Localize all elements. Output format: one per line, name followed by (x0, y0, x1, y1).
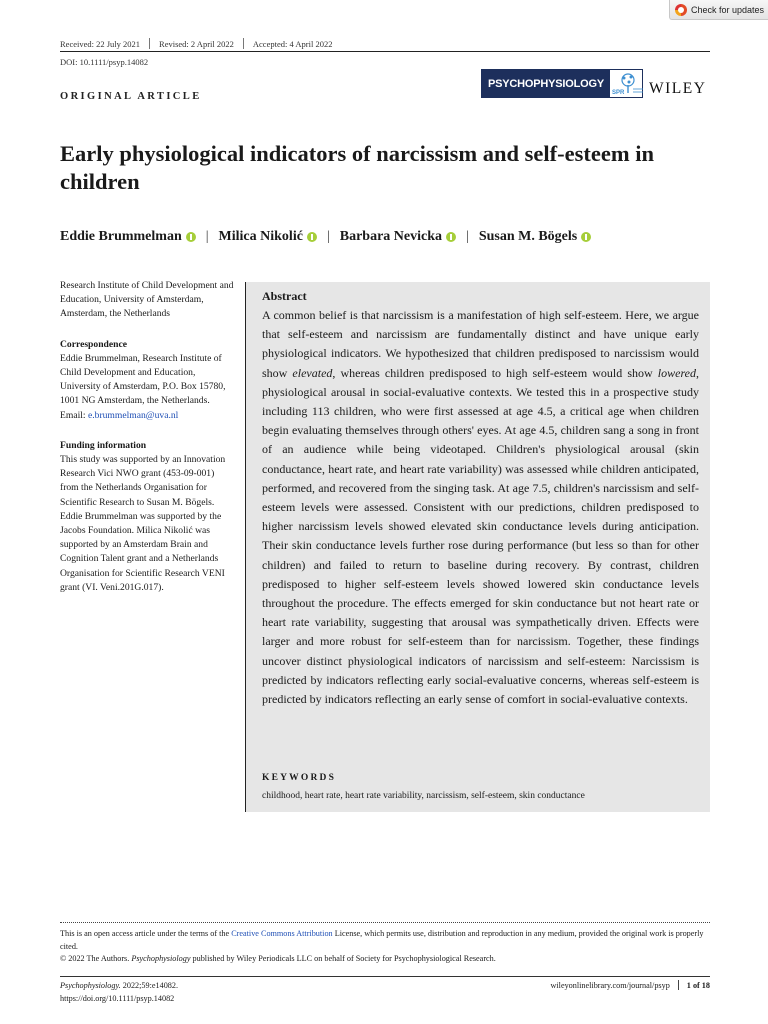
article-dates (60, 38, 332, 49)
funding-label: Funding information (60, 439, 147, 451)
accepted-date: Accepted: 4 April 2022 (252, 38, 333, 49)
email-label: Email: (60, 409, 86, 421)
journal-logo-text: PSYCHOPHYSIOLOGY (482, 70, 610, 97)
divider (243, 38, 244, 49)
license-line (60, 928, 710, 953)
abstract-segment: , whereas children predisposed to high self-esteem would show (332, 365, 658, 380)
affiliation: Research Institute of Child Development and Education, University of Amsterdam, Amsterdam, the Netherlands (60, 280, 234, 320)
abstract-segment: , physiological arousal in social-evaluative contexts. We tested this in a prospective study including 113 children, who were first assessed at age 4.5, a critical age when children begin evaluating themselves through others' eyes. At age 4.5, children sang a song in front of an audience while being videotaped. Children's physiological arousal (skin conductance, heart rate, and heart rate variability) was assessed while children anticipated, performed, and recovered from the singing task. At age 7.5, children's narcissism and self-esteem levels were assessed. Consistent with our predictions, children predisposed to higher narcissism levels showed elevated skin conductance levels during anticipation. Their skin conductance levels further rose during performance (but less so than for other children) and failed to return to baseline during recovery. By contrast, children predisposed to higher self-esteem levels showed lowered skin conductance levels throughout the procedure. The effects emerged for skin conductance but not heart rate or heart rate variability, suggesting that arousal was sympathetically driven. Effects were larger and more robust for self-esteem than for narcissism. Together, these findings uncover distinct physiological indicators of narcissism and self-esteem: Narcissism is predicted by indicators reflecting early social-evaluative concerns, whereas self-esteem is predicted by indicators reflecting an early sense of comfort in social-evaluative contexts. (262, 365, 699, 707)
doi-url[interactable]: https://doi.org/10.1111/psyp.14082 (60, 993, 175, 1003)
author-name[interactable]: Barbara Nevicka (339, 229, 443, 244)
author-separator: | (326, 229, 330, 244)
copyright-text: published by Wiley Periodicals LLC on behalf of Society for Psychophysiological Research. (190, 954, 496, 964)
svg-text:SPR: SPR (612, 89, 625, 96)
orcid-icon[interactable] (446, 232, 456, 242)
footer-right (550, 980, 710, 990)
citation-line (60, 980, 178, 993)
license-text: License, which permits use, distribution and reproduction in any medium, provided the original work is properly cited. (60, 929, 704, 951)
correspondence-email-line (60, 409, 235, 423)
correspondence-label: Correspondence (60, 338, 127, 350)
header-rule (60, 51, 710, 52)
divider (678, 980, 679, 990)
journal-site-link[interactable]: wileyonlinelibrary.com/journal/psyp (550, 980, 670, 990)
copyright-text: © 2022 The Authors. (60, 954, 132, 964)
license-note (60, 928, 710, 966)
page-number: 1 of 18 (686, 980, 710, 990)
check-for-updates-button[interactable] (669, 0, 768, 20)
crossmark-icon (675, 4, 687, 16)
footer-divider (60, 922, 710, 923)
revised-date: Revised: 2 April 2022 (159, 38, 234, 49)
author-list (60, 229, 591, 245)
spr-tree-icon (610, 70, 644, 97)
citation-text: 2022;59:e14082. (120, 981, 179, 990)
citation-journal: Psychophysiology. (60, 981, 121, 990)
article-doi: DOI: 10.1111/psyp.14082 (60, 57, 149, 67)
orcid-icon[interactable] (307, 232, 317, 242)
abstract-segment: A common belief is that narcissism is a manifestation of high self-esteem. Here, we argue that self-esteem and narcissism are fundamentally distinct and have unique early physiological indicators. We hypothesized that children predisposed to narcissism would show (262, 308, 699, 380)
copyright-journal: Psychophysiology (131, 954, 191, 964)
author-separator: | (466, 229, 469, 244)
orcid-icon[interactable] (186, 232, 196, 242)
abstract-emphasis: elevated (292, 365, 333, 380)
citation-block (60, 980, 178, 1005)
journal-logo (481, 69, 643, 98)
footer-rule (60, 976, 710, 977)
abstract-text (262, 306, 699, 709)
article-info-column (60, 279, 235, 595)
divider (149, 38, 150, 49)
license-link[interactable]: Creative Commons Attribution (231, 929, 333, 938)
author-separator: | (205, 229, 209, 244)
author-name[interactable]: Eddie Brummelman (60, 229, 182, 244)
copyright-line (60, 953, 710, 966)
abstract-emphasis: lowered (657, 365, 696, 380)
funding-text: This study was supported by an Innovation Research Vici NWO grant (453-09-001) from the Netherlands Organisation for Scientific Research to Susan M. Bögels. Eddie Brummelman was supported by the Jacobs Foundation. Milica Nikolić was supported by an Amsterdam Brain and Cognition Talent grant and a Netherlands Organisation for Scientific Research VENI grant (VI. Veni.201G.017). (60, 454, 226, 593)
abstract-heading: Abstract (262, 289, 307, 303)
keywords-text: childhood, heart rate, heart rate variability, narcissism, self-esteem, skin conductance (262, 791, 585, 801)
author-name[interactable]: Susan M. Bögels (478, 229, 578, 244)
article-title: Early physiological indicators of narcissism and self-esteem in children (60, 141, 654, 194)
license-text: This is an open access article under the terms of the (60, 929, 232, 938)
received-date: Received: 22 July 2021 (60, 38, 141, 49)
orcid-icon[interactable] (581, 232, 591, 242)
keywords-heading: KEYWORDS (262, 773, 337, 783)
author-name[interactable]: Milica Nikolić (218, 229, 303, 244)
section-label: ORIGINAL ARTICLE (60, 91, 202, 102)
email-link[interactable]: e.brummelman@uva.nl (87, 409, 179, 421)
check-for-updates-label: Check for updates (691, 4, 765, 15)
publisher-logo: WILEY (649, 80, 707, 97)
correspondence-text: Eddie Brummelman, Research Institute of Child Development and Education, University of Amsterdam, P.O. Box 15780, 1001 NG Amsterdam, the Netherlands. (60, 352, 226, 407)
